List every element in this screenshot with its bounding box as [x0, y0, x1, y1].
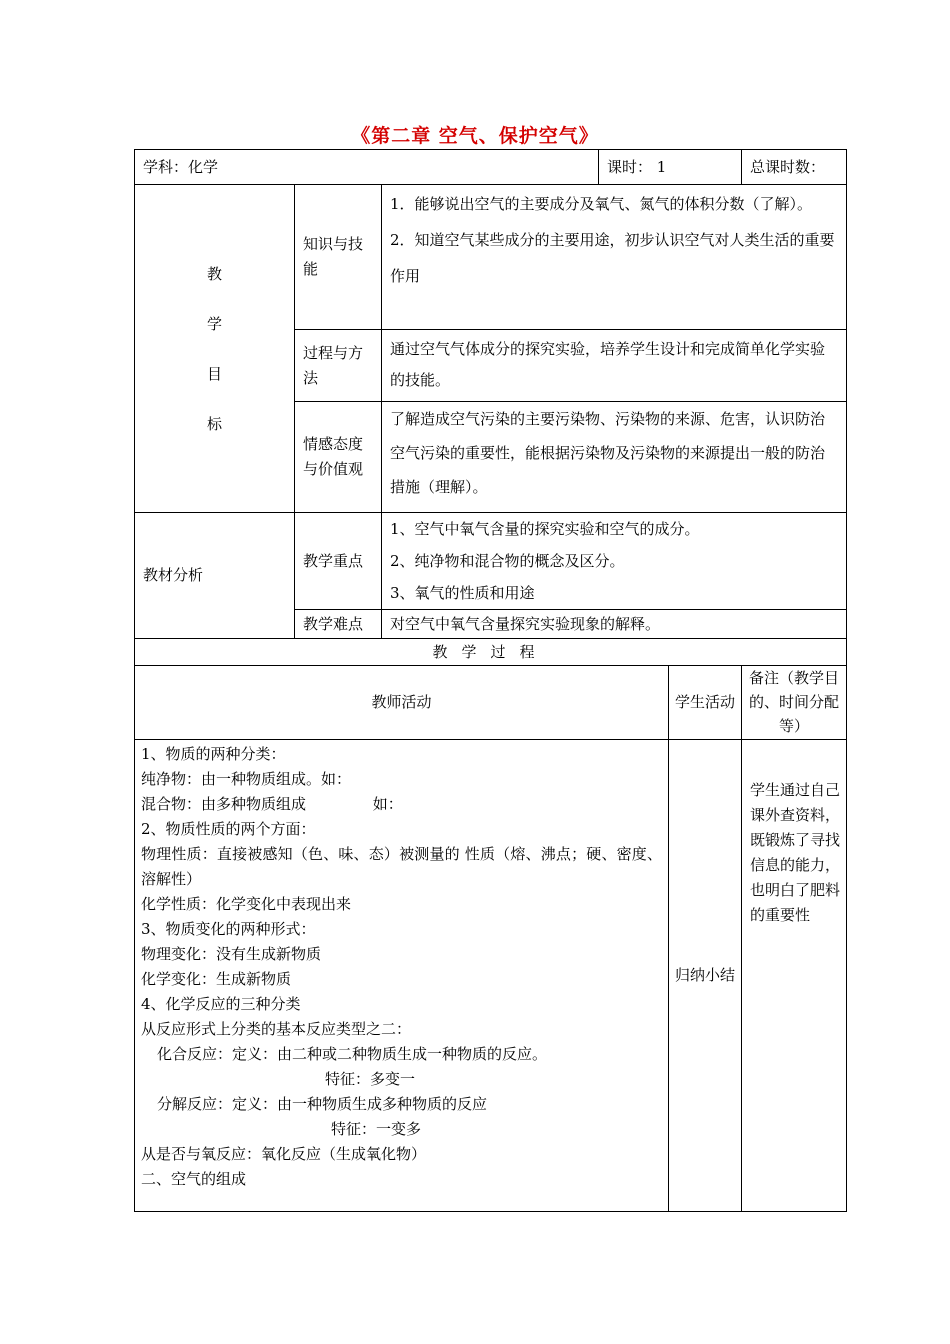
teacher-line: 特征：多变一	[325, 1070, 416, 1088]
teacher-line: 分解反应：定义：由一种物质生成多种物质的反应	[157, 1095, 488, 1113]
teacher-line: 化学性质：化学变化中表现出来	[141, 895, 352, 913]
lesson-plan-table	[134, 149, 847, 1212]
analysis-label: 教材分析	[135, 513, 295, 639]
teacher-line: 3、物质变化的两种形式：	[141, 920, 316, 938]
teacher-line: 混合物：由多种物质组成 如：	[141, 795, 403, 813]
objectives-label: 教 学 目 标	[135, 185, 295, 513]
teacher-line: 物理性质：直接被感知（色、味、态）被测量的 性质（熔、沸点；硬、密度、溶解性）	[141, 845, 662, 888]
notes-header: 备注（教学目的、时间分配等）	[742, 666, 847, 740]
notes-content: 学生通过自己课外查资料，既锻炼了寻找信息的能力，也明白了肥料的重要性	[742, 740, 847, 1212]
period-cell: 课时： 1	[599, 150, 742, 185]
process-heading: 教学过程	[135, 639, 847, 666]
teacher-line: 纯净物：由一种物质组成。如：	[141, 770, 352, 788]
total-period-cell: 总课时数：	[742, 150, 847, 185]
teacher-line: 二、空气的组成	[141, 1170, 247, 1188]
teacher-line: 2、物质性质的两个方面：	[141, 820, 316, 838]
difficult-points-content: 对空气中氧气含量探究实验现象的解释。	[382, 610, 847, 639]
teacher-line: 1、物质的两种分类：	[141, 745, 286, 763]
teacher-line: 从是否与氧反应：氧化反应（生成氧化物）	[141, 1145, 427, 1163]
teacher-line: 从反应形式上分类的基本反应类型之二：	[141, 1020, 412, 1038]
objective-sub-attitude: 情感态度与价值观	[295, 402, 382, 513]
difficult-points-label: 教学难点	[295, 610, 382, 639]
key-point: 2、纯净物和混合物的概念及区分。	[390, 552, 625, 570]
objective-content-process: 通过空气气体成分的探究实验，培养学生设计和完成简单化学实验的技能。	[382, 330, 847, 402]
teacher-activity-header: 教师活动	[135, 666, 669, 740]
objective-content-attitude: 了解造成空气污染的主要污染物、污染物的来源、危害，认识防治空气污染的重要性，能根据污染物及污染物的来源提出一般的防治措施（理解）。	[382, 402, 847, 513]
teacher-line: 物理变化：没有生成新物质	[141, 945, 322, 963]
objective-content-knowledge: 1．能够说出空气的主要成分及氧气、氮气的体积分数（了解）。 2．知道空气某些成分的主要用途，初步认识空气对人类生活的重要作用	[382, 185, 847, 330]
teacher-line: 4、化学反应的三种分类	[141, 995, 301, 1013]
teacher-line: 化学变化：生成新物质	[141, 970, 292, 988]
key-point: 1、空气中氧气含量的探究实验和空气的成分。	[390, 520, 700, 538]
objective-sub-process: 过程与方法	[295, 330, 382, 402]
teacher-line: 特征：一变多	[331, 1120, 422, 1138]
document-title: 《第二章 空气、保护空气》	[351, 125, 599, 147]
teacher-line: 化合反应：定义：由二种或二种物质生成一种物质的反应。	[157, 1045, 548, 1063]
student-activity-content: 归纳小结	[669, 740, 742, 1212]
subject-cell: 学科：化学	[135, 150, 599, 185]
teacher-activity-content	[135, 740, 669, 1212]
objective-sub-knowledge: 知识与技能	[295, 185, 382, 330]
key-points-content	[382, 513, 847, 610]
key-points-label: 教学重点	[295, 513, 382, 610]
student-activity-header: 学生活动	[669, 666, 742, 740]
key-point: 3、氧气的性质和用途	[390, 584, 535, 602]
